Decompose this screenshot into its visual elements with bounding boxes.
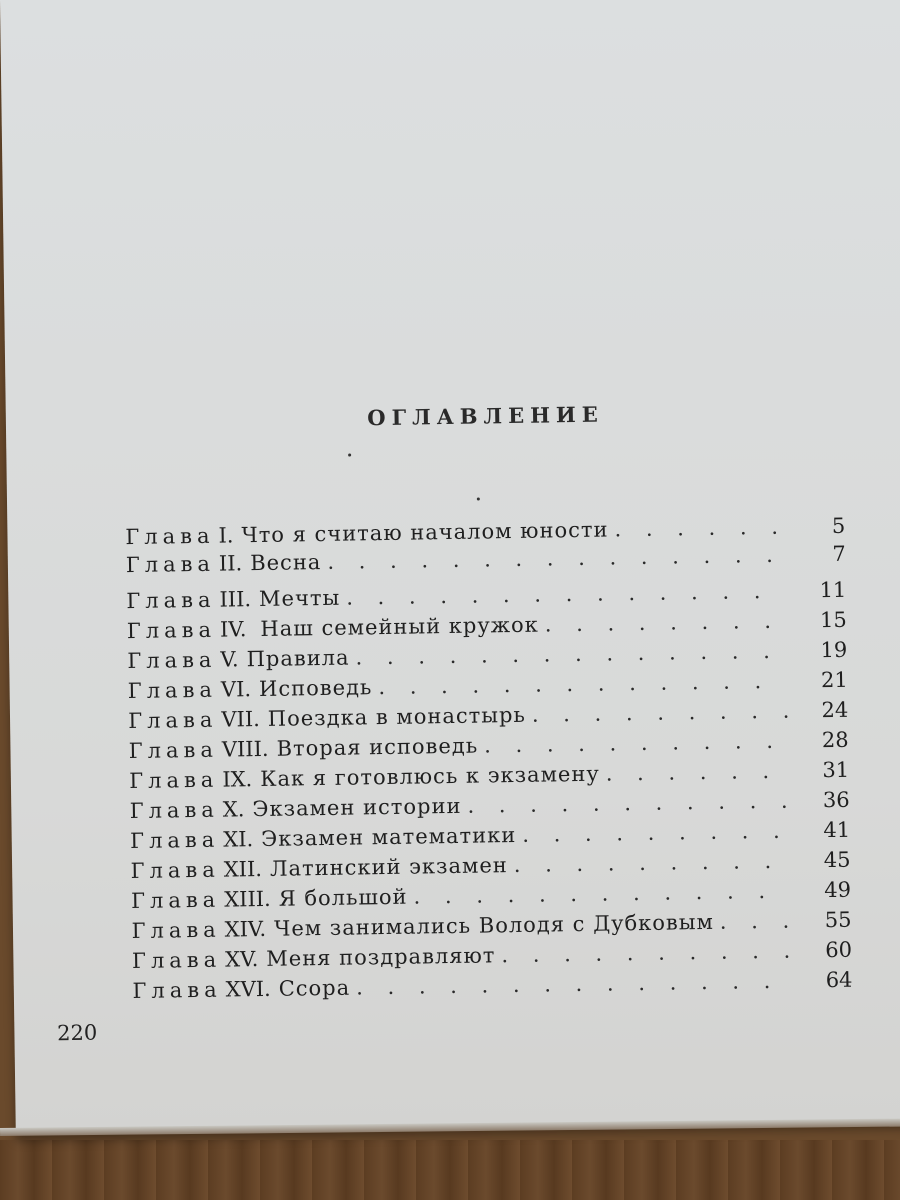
chapter-title: Вторая исповедь — [276, 733, 479, 761]
chapter-label: Глава — [132, 977, 222, 1004]
dot-leader — [606, 759, 790, 786]
chapter-page-number: 11 — [819, 577, 847, 603]
table-of-contents — [125, 494, 853, 1004]
chapter-title: Ссора — [278, 975, 351, 1001]
chapter-title: Исповедь — [258, 675, 373, 701]
dot-leader — [545, 609, 787, 637]
chapter-number: XIV. — [224, 916, 267, 942]
chapter-number: II. — [218, 551, 243, 576]
chapter-label: Глава — [131, 917, 221, 944]
chapter-label: Глава — [128, 737, 219, 764]
dot-leader — [413, 879, 791, 909]
chapter-page-number: 15 — [819, 607, 847, 633]
chapter-title: Я большой — [278, 884, 408, 911]
dot-leader — [614, 515, 785, 542]
chapter-page-number: 7 — [832, 541, 846, 566]
print-speck — [477, 498, 480, 501]
chapter-label: Глава — [128, 707, 218, 734]
dot-leader — [484, 729, 789, 758]
chapter-title: Правила — [246, 645, 350, 672]
dot-leader — [720, 909, 792, 934]
chapter-number: IV. — [219, 617, 247, 642]
chapter-label: Глава — [129, 827, 220, 854]
chapter-title: Меня поздравляют — [266, 943, 496, 971]
chapter-label: Глава — [130, 857, 220, 884]
chapter-page-number: 28 — [821, 727, 849, 753]
chapter-number: VII. — [221, 706, 261, 732]
page-title: ОГЛАВЛЕНИЕ — [367, 401, 604, 431]
chapter-number: I. — [218, 523, 234, 548]
chapter-label: Глава — [125, 523, 215, 550]
chapter-label: Глава — [126, 587, 216, 614]
chapter-page-number: 5 — [831, 513, 846, 538]
chapter-number: IX. — [222, 767, 253, 792]
chapter-number: VIII. — [221, 736, 269, 762]
chapter-label: Глава — [127, 677, 218, 704]
print-speck — [348, 454, 351, 457]
dot-leader — [514, 849, 791, 877]
page-number: 220 — [56, 1020, 98, 1046]
chapter-page-number: 19 — [820, 637, 848, 663]
chapter-label: Глава — [131, 947, 222, 974]
chapter-page-number: 21 — [820, 667, 848, 693]
chapter-label: Глава — [125, 551, 216, 578]
chapter-page-number: 24 — [821, 697, 849, 723]
chapter-number: III. — [219, 587, 252, 612]
chapter-number: XIII. — [224, 886, 271, 912]
chapter-title: Латинский экзамен — [269, 853, 508, 881]
chapter-title: Мечты — [258, 585, 341, 611]
chapter-page-number: 31 — [822, 757, 850, 783]
chapter-title: Что я считаю началом юности — [241, 517, 609, 548]
chapter-label: Глава — [129, 797, 219, 824]
chapter-page-number: 49 — [824, 877, 852, 903]
chapter-number: X. — [222, 797, 245, 822]
chapter-number: XV. — [224, 947, 259, 972]
dot-leader — [346, 579, 786, 610]
chapter-label: Глава — [129, 767, 219, 794]
chapter-title: Весна — [250, 550, 322, 576]
dot-leader — [522, 819, 790, 847]
chapter-page-number: 41 — [823, 817, 851, 843]
chapter-title: Экзамен истории — [252, 793, 462, 822]
chapter-page-number: 55 — [824, 907, 852, 933]
dot-leader — [378, 669, 788, 699]
chapter-number: XII. — [223, 856, 263, 882]
dot-leader — [501, 939, 792, 968]
chapter-number: VI. — [220, 677, 252, 702]
chapter-number: V. — [220, 647, 239, 672]
chapter-title: Как я готовлюсь к экзамену — [260, 761, 600, 791]
chapter-page-number: 36 — [822, 787, 850, 813]
chapter-page-number: 64 — [825, 967, 853, 993]
chapter-label: Глава — [130, 887, 221, 914]
chapter-title: Чем занимались Володя с Дубковым — [273, 909, 715, 941]
chapter-title: Экзамен математики — [261, 822, 517, 851]
chapter-page-number: 60 — [825, 937, 853, 963]
chapter-number: XI. — [223, 827, 254, 852]
chapter-label: Глава — [126, 617, 217, 644]
table-surface — [0, 1140, 900, 1200]
dot-leader — [467, 789, 790, 818]
dot-leader — [532, 699, 789, 727]
chapter-title: Поездка в монастырь — [267, 702, 527, 731]
chapter-number: XVI. — [225, 976, 271, 1002]
chapter-page-number: 45 — [823, 847, 851, 873]
chapter-title: Наш семейный кружок — [260, 612, 539, 641]
chapter-label: Глава — [127, 647, 217, 674]
